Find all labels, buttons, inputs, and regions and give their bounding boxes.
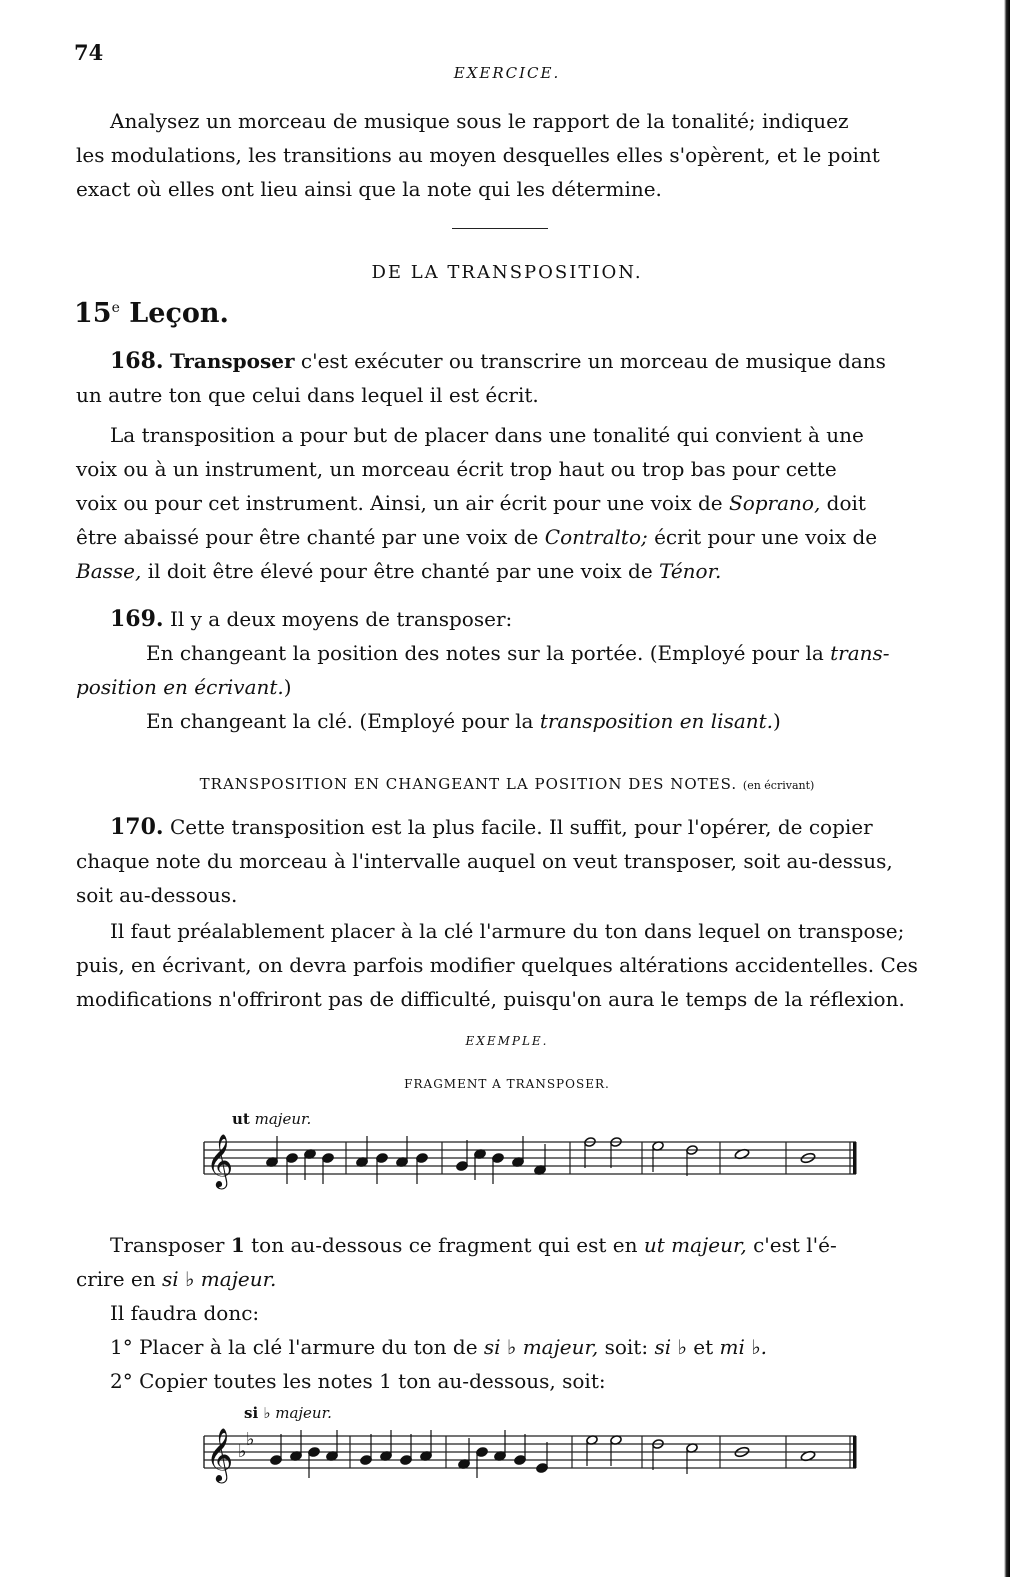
note-head (322, 1153, 334, 1164)
exercise-line-2: les modulations, les transitions au moyen desquelles elles s'opèrent, et le point (76, 143, 880, 167)
staff-2-key-si: si ♭ (244, 1404, 271, 1422)
lesson-title (74, 298, 229, 329)
fragment-label: FRAGMENT A TRANSPOSER. (404, 1077, 610, 1091)
paragraph-170b (76, 914, 964, 1016)
paragraph-168b-line-5a: il doit être élevé pour être chanté par une voix de (147, 559, 653, 583)
staff-1-key-ut: ut (232, 1110, 250, 1128)
transposer-line-1c: c'est l'é- (753, 1233, 837, 1257)
tenor: Ténor. (659, 559, 722, 583)
paragraph-168 (76, 344, 964, 412)
method-2-italic: transposition en lisant. (539, 709, 774, 733)
paragraph-transposer (76, 1228, 964, 1398)
paragraph-168b-line-4b: écrit pour une voix de (654, 525, 878, 549)
note-head (514, 1455, 526, 1466)
transposer-line-4-key: si ♭ majeur, (483, 1335, 599, 1359)
note-head (536, 1463, 548, 1474)
paragraph-170b-line-1: Il faut préalablement placer à la clé l'armure du ton dans lequel on transpose; (110, 919, 905, 943)
paragraph-168b-line-1: La transposition a pour but de placer dans une tonalité qui convient à une (110, 423, 864, 447)
page-number: 74 (74, 40, 104, 65)
note-head (400, 1455, 412, 1466)
transposer-line-1b: ton au-dessous ce fragment qui est en (251, 1233, 638, 1257)
paragraph-168b-line-2: voix ou à un instrument, un morceau écrit trop haut ou trop bas pour cette (76, 457, 837, 481)
paragraph-170-number: 170. (110, 814, 164, 840)
treble-clef-icon: 𝄞 (206, 1427, 234, 1481)
method-1-close: ) (283, 675, 292, 699)
staff-1-key-majeur: majeur. (254, 1110, 312, 1128)
music-staff-transposed (196, 1414, 866, 1504)
transposer-one: 1 (230, 1233, 245, 1257)
method-1-italic-a: trans- (830, 641, 890, 665)
lesson-word: Leçon. (129, 298, 229, 329)
flat-sign-icon: ♭ (246, 1429, 255, 1450)
transposer-line-1a: Transposer (110, 1233, 225, 1257)
exercise-paragraph (76, 104, 964, 206)
method-1-italic-b: position en écrivant. (76, 675, 284, 699)
subsection-heading (0, 775, 1014, 793)
method-2-close: ) (773, 709, 781, 733)
transposer-line-4a: 1° Placer à la clé l'armure du ton de (110, 1335, 478, 1359)
note-head (376, 1153, 388, 1164)
note-head (308, 1447, 320, 1458)
transposer-si-b-majeur: si ♭ majeur. (162, 1267, 277, 1291)
section-divider (452, 228, 548, 229)
exercise-line-1: Analysez un morceau de musique sous le rapport de la tonalité; indiquez (110, 109, 849, 133)
note-head (286, 1153, 298, 1164)
paragraph-168-line-1: c'est exécuter ou transcrire un morceau de musique dans (300, 349, 886, 373)
transposer-line-3: Il faudra donc: (110, 1301, 260, 1325)
transposer-ut-majeur: ut majeur, (643, 1233, 747, 1257)
paragraph-168b (76, 418, 964, 588)
section-title: DE LA TRANSPOSITION. (371, 262, 643, 283)
subsection-heading-text: TRANSPOSITION EN CHANGEANT LA POSITION DES NOTES. (199, 775, 738, 793)
paragraph-170b-line-2: puis, en écrivant, on devra parfois modifier quelques altérations accidentelles. Ces (76, 953, 918, 977)
note-head (270, 1455, 282, 1466)
paragraph-170 (76, 810, 964, 912)
soprano: Soprano, (729, 491, 821, 515)
contralto: Contralto; (544, 525, 648, 549)
music-staff-original (196, 1120, 866, 1210)
transposer-line-4b: soit: (604, 1335, 649, 1359)
staff-2-key-majeur: majeur. (275, 1404, 332, 1422)
method-1-text: En changeant la position des notes sur la portée. (Employé pour la (146, 641, 824, 665)
lesson-sup: e (111, 300, 120, 316)
transposer-line-2a: crire en (76, 1267, 156, 1291)
basse: Basse, (76, 559, 142, 583)
exercise-heading: EXERCICE. (453, 64, 561, 82)
note-head (456, 1161, 468, 1172)
paragraph-168-number: 168. (110, 348, 164, 374)
flat-sign-icon: ♭ (238, 1441, 247, 1462)
lesson-number: 15 (74, 298, 112, 329)
treble-clef-icon: 𝄞 (206, 1133, 234, 1187)
transposer-line-4c: et (693, 1335, 714, 1359)
term-transposer: Transposer (169, 349, 295, 373)
note-head (360, 1455, 372, 1466)
transposer-line-5: 2° Copier toutes les notes 1 ton au-dessous, soit: (110, 1369, 606, 1393)
paragraph-169 (76, 602, 964, 738)
example-label: EXEMPLE. (465, 1034, 549, 1048)
paragraph-169-number: 169. (110, 606, 164, 632)
transposer-line-4-mi: mi ♭. (719, 1335, 768, 1359)
paragraph-168-line-2: un autre ton que celui dans lequel il est écrit. (76, 383, 539, 407)
note-head (492, 1153, 504, 1164)
final-barline-thick (853, 1142, 857, 1174)
paragraph-170-line-1: Cette transposition est la plus facile. Il suffit, pour l'opérer, de copier (169, 815, 873, 839)
method-2-text: En changeant la clé. (Employé pour la (146, 709, 534, 733)
note-head (476, 1447, 488, 1458)
note-head (416, 1153, 428, 1164)
paragraph-168b-line-4a: être abaissé pour être chanté par une voix de (76, 525, 539, 549)
paragraph-168b-line-3b: doit (826, 491, 866, 515)
paragraph-168b-line-3a: voix ou pour cet instrument. Ainsi, un air écrit pour une voix de (76, 491, 723, 515)
exercise-line-3: exact où elles ont lieu ainsi que la note qui les détermine. (76, 177, 662, 201)
subsection-heading-note: (en écrivant) (742, 779, 815, 792)
paragraph-170b-line-3: modifications n'offriront pas de difficulté, puisqu'on aura le temps de la réflexion. (76, 987, 905, 1011)
transposer-line-4-si: si ♭ (654, 1335, 687, 1359)
paragraph-170-line-3: soit au-dessous. (76, 883, 238, 907)
paragraph-169-text: Il y a deux moyens de transposer: (169, 607, 513, 631)
final-barline-thick (853, 1436, 857, 1468)
paragraph-170-line-2: chaque note du morceau à l'intervalle auquel on veut transposer, soit au-dessus, (76, 849, 893, 873)
